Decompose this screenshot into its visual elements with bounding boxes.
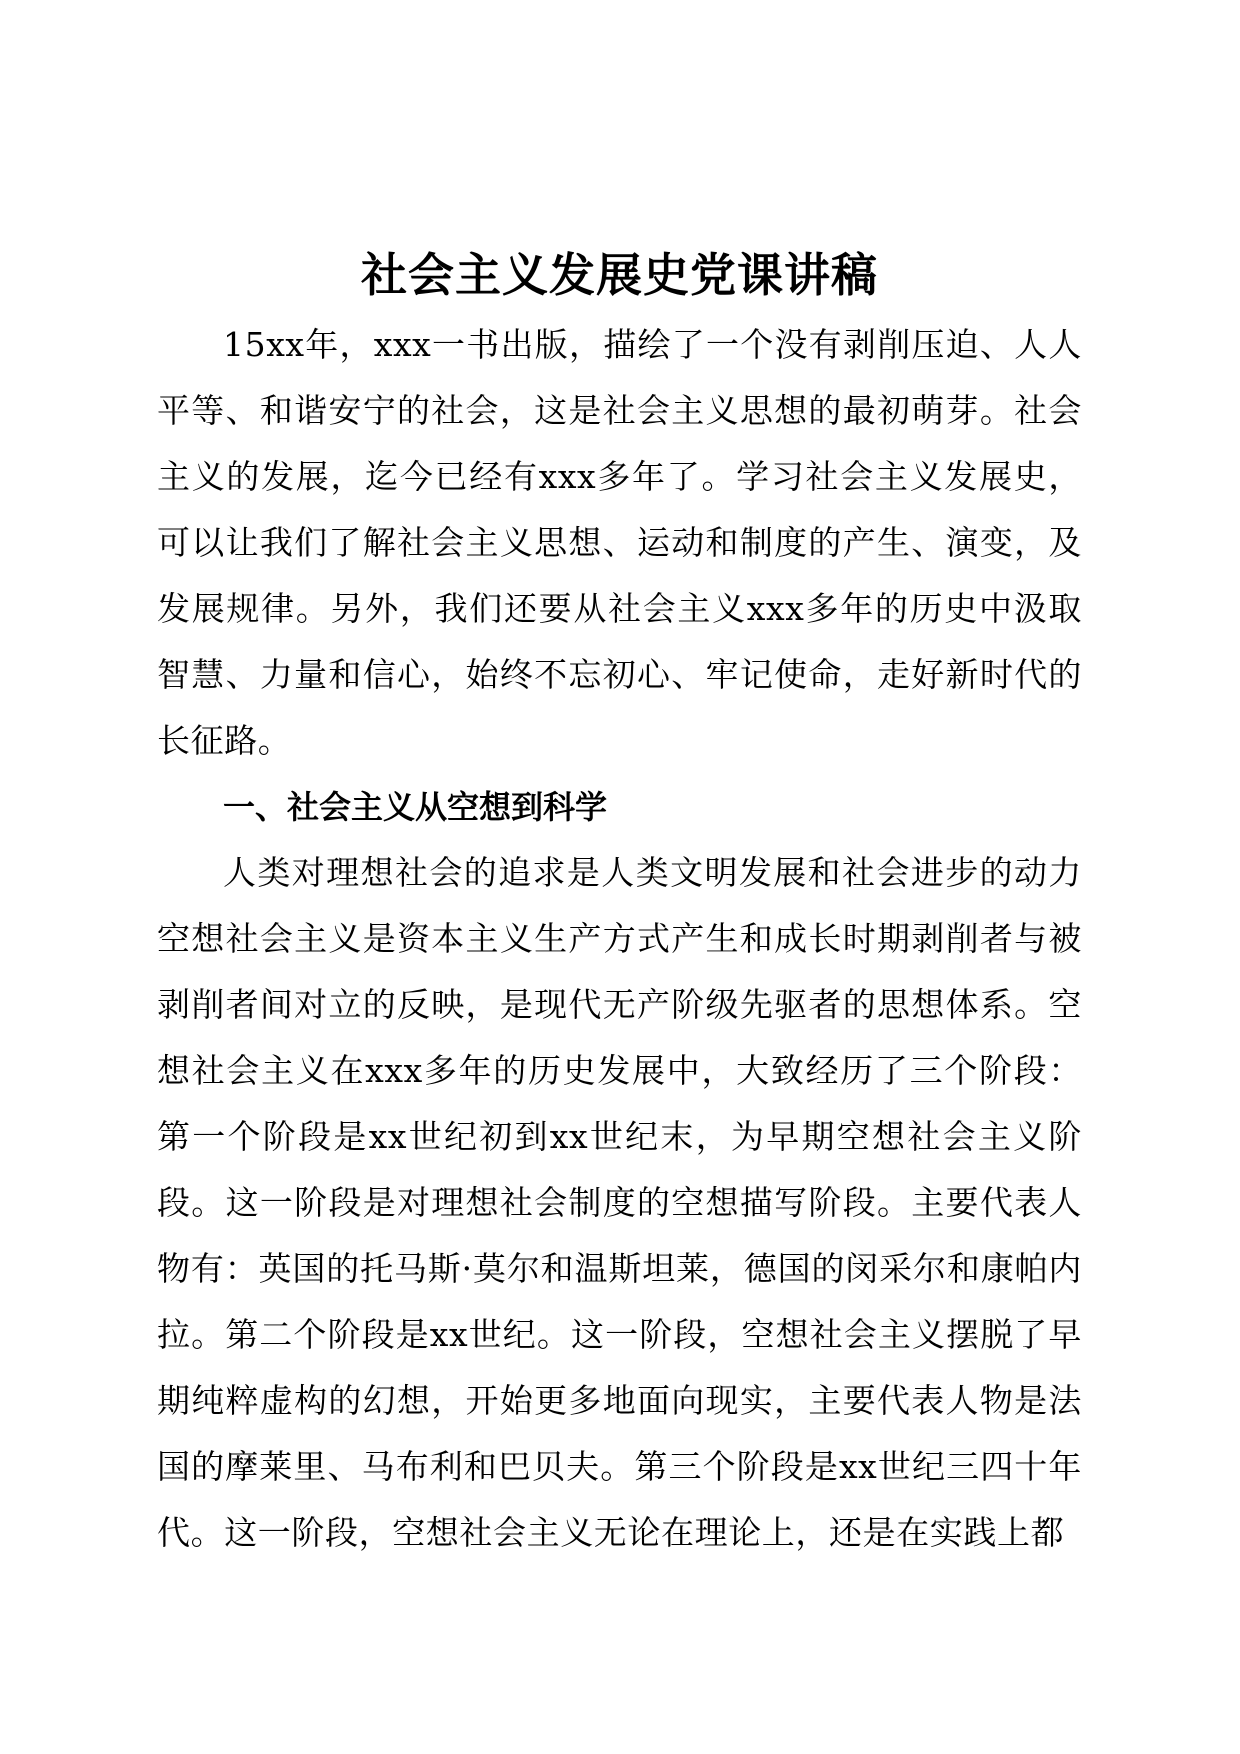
- intro-paragraph: 15xx年，xxx一书出版，描绘了一个没有剥削压迫、人人平等、和谐安宁的社会，这是社会主义思想的最初萌芽。社会主义的发展，迄今已经有xxx多年了。学习社会主义发展史，可以让我们了解社会主义思想、运动和制度的产生、演变，及发展规律。另外，我们还要从社会主义xxx多年的历史中汲取智慧、力量和信心，始终不忘初心、牢记使命，走好新时代的长征路。: [157, 325, 1082, 760]
- document-title: 社会主义发展史党课讲稿: [361, 248, 878, 302]
- document-body: [157, 240, 1082, 1566]
- section-heading: 一、社会主义从空想到科学: [223, 788, 608, 826]
- section-paragraph: 人类对理想社会的追求是人类文明发展和社会进步的动力空想社会主义是资本主义生产方式产生和成长时期剥削者与被剥削者间对立的反映，是现代无产阶级先驱者的思想体系。空想社会主义在xxx多年的历史发展中，大致经历了三个阶段：第一个阶段是xx世纪初到xx世纪末，为早期空想社会主义阶段。这一阶段是对理想社会制度的空想描写阶段。主要代表人物有：英国的托马斯·莫尔和温斯坦莱，德国的闵采尔和康帕内拉。第二个阶段是xx世纪。这一阶段，空想社会主义摆脱了早期纯粹虚构的幻想，开始更多地面向现实，主要代表人物是法国的摩莱里、马布利和巴贝夫。第三个阶段是xx世纪三四十年代。这一阶段，空想社会主义无论在理论上，还是在实践上都: [157, 853, 1082, 1552]
